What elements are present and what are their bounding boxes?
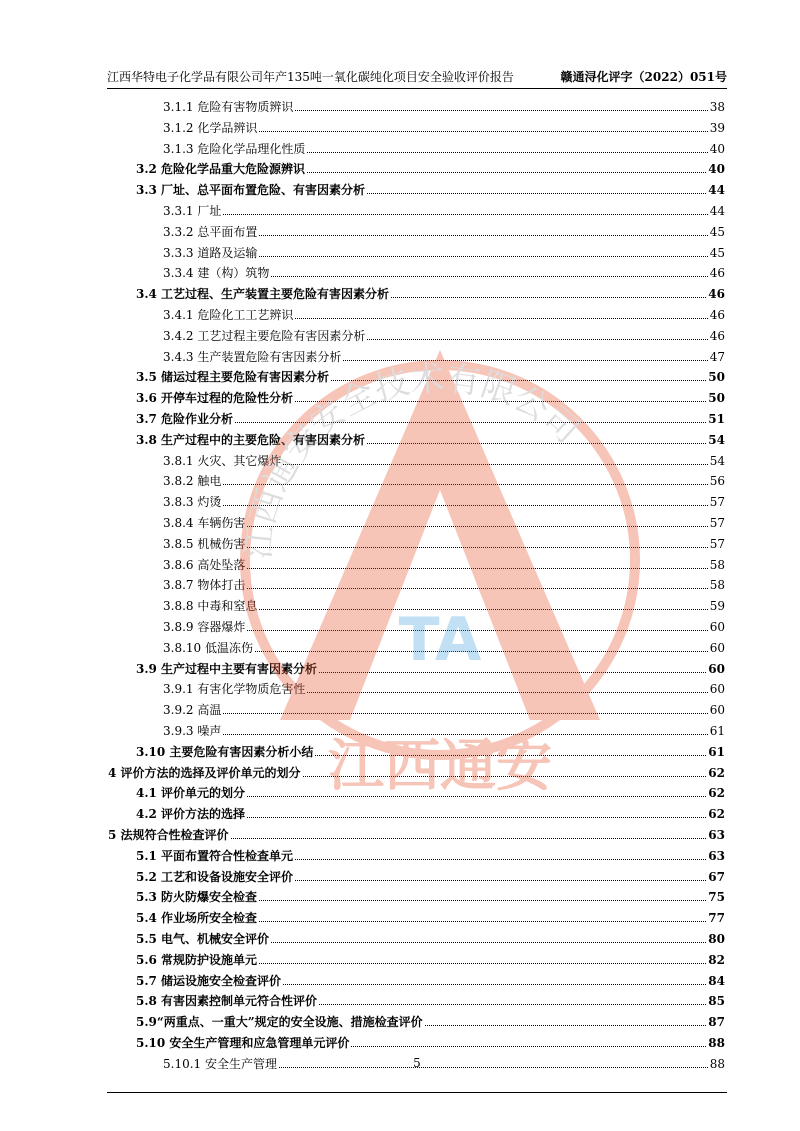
toc-entry-label: 4.2 评价方法的选择 bbox=[136, 807, 246, 822]
toc-entry[interactable] bbox=[163, 138, 725, 156]
toc-entry-label: 5 法规符合性检查评价 bbox=[108, 828, 229, 842]
toc-entry-label: 5.4 作业场所安全检查 bbox=[136, 911, 258, 926]
toc-entry-label: 5.2 工艺和设备设施安全评价 bbox=[136, 869, 294, 884]
toc-leader-dots bbox=[295, 859, 706, 860]
toc-entry[interactable] bbox=[163, 637, 725, 655]
toc-entry[interactable] bbox=[108, 762, 725, 780]
toc-entry-label: 3.8.6 高处坠落 bbox=[163, 557, 246, 572]
page-number: 5 bbox=[413, 1056, 421, 1070]
toc-leader-dots bbox=[259, 900, 706, 901]
toc-entry-page: 45 bbox=[709, 224, 725, 239]
toc-leader-dots bbox=[223, 713, 707, 714]
toc-entry[interactable] bbox=[136, 1011, 725, 1029]
toc-entry-label: 3.8.9 容器爆炸 bbox=[163, 620, 246, 634]
toc-entry-page: 88 bbox=[709, 1056, 725, 1071]
toc-entry-page: 60 bbox=[709, 620, 725, 634]
toc-entry-label: 3.9.3 噪声 bbox=[163, 724, 222, 738]
toc-entry-label: 3.1.2 化学品辨识 bbox=[163, 120, 258, 135]
toc-leader-dots bbox=[351, 1046, 706, 1047]
toc-entry[interactable] bbox=[163, 450, 725, 468]
toc-entry-page: 85 bbox=[708, 994, 725, 1009]
toc-entry[interactable] bbox=[136, 803, 725, 821]
toc-leader-dots bbox=[247, 588, 707, 589]
toc-entry-page: 88 bbox=[708, 1036, 725, 1050]
toc-entry[interactable] bbox=[163, 678, 725, 696]
toc-entry[interactable] bbox=[108, 824, 725, 842]
toc-entry-page: 63 bbox=[708, 848, 725, 863]
toc-entry[interactable] bbox=[136, 1032, 725, 1050]
toc-entry-page: 50 bbox=[708, 391, 725, 406]
toc-leader-dots bbox=[331, 380, 706, 381]
toc-entry-page: 61 bbox=[709, 724, 725, 738]
toc-entry-page: 59 bbox=[709, 599, 725, 614]
watermark-arc-text: 江西通安安全技术有限公司 bbox=[238, 358, 587, 561]
toc-entry[interactable] bbox=[163, 554, 725, 572]
toc-entry-page: 77 bbox=[708, 911, 725, 926]
toc-entry[interactable] bbox=[136, 970, 725, 988]
toc-entry-label: 3.1.1 危险有害物质辨识 bbox=[163, 100, 294, 114]
toc-entry-label: 3.5 储运过程主要危险有害因素分析 bbox=[136, 370, 330, 385]
toc-entry-label: 5.1 平面布置符合性检查单元 bbox=[136, 848, 294, 863]
toc-entry[interactable] bbox=[163, 117, 725, 135]
toc-entry-label: 3.3 厂址、总平面布置危险、有害因素分析 bbox=[136, 183, 366, 198]
toc-entry-page: 50 bbox=[708, 370, 725, 385]
toc-entry-page: 82 bbox=[708, 952, 725, 967]
toc-leader-dots bbox=[223, 214, 707, 215]
toc-entry[interactable] bbox=[136, 158, 725, 176]
toc-entry[interactable] bbox=[163, 470, 725, 488]
toc-entry[interactable] bbox=[163, 720, 725, 738]
toc-entry-page: 46 bbox=[709, 328, 725, 343]
toc-entry-label: 3.9.1 有害化学物质危害性 bbox=[163, 682, 306, 697]
watermark-text: 江西通安 bbox=[328, 734, 552, 799]
toc-entry-label: 3.3.2 总平面布置 bbox=[163, 224, 258, 239]
toc-entry-page: 56 bbox=[709, 474, 725, 489]
toc-entry-page: 75 bbox=[708, 890, 725, 905]
toc-entry-label: 3.9 生产过程中主要有害因素分析 bbox=[136, 661, 318, 676]
toc-entry[interactable] bbox=[163, 242, 725, 260]
toc-entry[interactable] bbox=[136, 387, 725, 405]
report-title: 江西华特电子化学品有限公司年产135吨一氧化碳纯化项目安全验收评价报告 bbox=[107, 70, 514, 84]
toc-entry-page: 62 bbox=[708, 786, 725, 801]
toc-leader-dots bbox=[259, 131, 707, 132]
toc-leader-dots bbox=[295, 318, 707, 319]
toc-entry[interactable] bbox=[136, 782, 725, 800]
toc-leader-dots bbox=[307, 152, 707, 153]
toc-entry-page: 67 bbox=[708, 869, 725, 884]
document-number: 赣通浔化评字（2022）051号 bbox=[560, 70, 727, 84]
toc-leader-dots bbox=[367, 443, 706, 444]
toc-entry-label: 4 评价方法的选择及评价单元的划分 bbox=[108, 765, 301, 780]
toc-entry[interactable] bbox=[136, 283, 725, 301]
toc-entry-page: 63 bbox=[708, 828, 725, 842]
toc-entry-page: 57 bbox=[709, 495, 725, 510]
toc-entry-label: 3.4.3 生产装置危险有害因素分析 bbox=[163, 349, 342, 364]
toc-entry[interactable] bbox=[136, 658, 725, 676]
toc-entry-label: 3.10 主要危险有害因素分析小结 bbox=[136, 744, 314, 759]
toc-entry-label: 3.8.5 机械伤害 bbox=[163, 536, 246, 551]
toc-entry-label: 3.8.10 低温冻伤 bbox=[163, 640, 253, 655]
toc-entry-label: 5.10.1 安全生产管理 bbox=[163, 1056, 277, 1071]
toc-entry[interactable] bbox=[163, 221, 725, 239]
toc-leader-dots bbox=[259, 921, 706, 922]
toc-entry-page: 46 bbox=[708, 287, 725, 302]
toc-entry[interactable] bbox=[136, 907, 725, 925]
toc-leader-dots bbox=[319, 672, 706, 673]
toc-entry[interactable] bbox=[163, 574, 725, 592]
toc-leader-dots bbox=[247, 526, 707, 527]
toc-entry-page: 60 bbox=[709, 703, 725, 718]
toc-entry-label: 4.1 评价单元的划分 bbox=[136, 786, 246, 801]
toc-entry[interactable] bbox=[163, 325, 725, 343]
toc-entry-page: 40 bbox=[709, 141, 725, 156]
toc-entry-page: 87 bbox=[708, 1015, 725, 1030]
toc-leader-dots bbox=[319, 1004, 706, 1005]
toc-entry[interactable] bbox=[163, 533, 725, 551]
toc-entry-page: 44 bbox=[708, 183, 725, 198]
toc-entry[interactable] bbox=[136, 408, 725, 426]
toc-entry-label: 3.4.2 工艺过程主要危险有害因素分析 bbox=[163, 328, 366, 343]
toc-entry-label: 3.8.2 触电 bbox=[163, 474, 222, 489]
toc-entry-label: 3.7 危险作业分析 bbox=[136, 412, 234, 426]
toc-leader-dots bbox=[283, 984, 706, 985]
toc-entry-label: 3.6 开停车过程的危险性分析 bbox=[136, 391, 294, 406]
toc-leader-dots bbox=[295, 880, 706, 881]
toc-entry-page: 57 bbox=[709, 536, 725, 551]
toc-entry-label: 3.3.1 厂址 bbox=[163, 204, 222, 218]
toc-entry-page: 54 bbox=[709, 453, 725, 468]
toc-entry-label: 3.8 生产过程中的主要危险、有害因素分析 bbox=[136, 432, 366, 447]
toc-entry-label: 3.8.3 灼烫 bbox=[163, 495, 222, 510]
toc-leader-dots bbox=[223, 484, 707, 485]
toc-leader-dots bbox=[247, 796, 706, 797]
toc-entry[interactable] bbox=[163, 699, 725, 717]
toc-entry-label: 3.4 工艺过程、生产装置主要危险有害因素分析 bbox=[136, 287, 390, 302]
toc-entry-page: 47 bbox=[709, 349, 725, 364]
toc-entry[interactable] bbox=[136, 886, 725, 904]
toc-entry[interactable] bbox=[136, 866, 725, 884]
toc-entry-label: 3.1.3 危险化学品理化性质 bbox=[163, 141, 306, 156]
toc-leader-dots bbox=[367, 339, 707, 340]
toc-entry-page: 40 bbox=[708, 162, 725, 177]
toc-entry-page: 60 bbox=[709, 682, 725, 697]
toc-entry-label: 3.9.2 高温 bbox=[163, 703, 222, 718]
toc-entry-page: 58 bbox=[709, 557, 725, 572]
page-footer bbox=[107, 1056, 727, 1093]
toc-entry[interactable] bbox=[163, 346, 725, 364]
toc-leader-dots bbox=[391, 297, 706, 298]
toc-entry-page: 46 bbox=[709, 308, 725, 322]
toc-entry[interactable] bbox=[136, 928, 725, 946]
toc-leader-dots bbox=[259, 256, 707, 257]
toc-entry[interactable] bbox=[163, 262, 725, 280]
toc-leader-dots bbox=[247, 568, 707, 569]
toc-entry-label: 5.10 安全生产管理和应急管理单元评价 bbox=[136, 1036, 350, 1050]
toc-entry-page: 61 bbox=[708, 744, 725, 759]
toc-entry[interactable] bbox=[136, 366, 725, 384]
toc-leader-dots bbox=[223, 505, 707, 506]
toc-entry-label: 3.8.4 车辆伤害 bbox=[163, 516, 246, 530]
toc-leader-dots bbox=[259, 235, 707, 236]
toc-entry-label: 3.2 危险化学品重大危险源辨识 bbox=[136, 162, 306, 177]
toc-entry[interactable] bbox=[136, 990, 725, 1008]
toc-entry-page: 62 bbox=[708, 765, 725, 780]
toc-entry-label: 3.3.3 道路及运输 bbox=[163, 245, 258, 260]
toc-entry-label: 5.8 有害因素控制单元符合性评价 bbox=[136, 994, 318, 1009]
toc-entry-page: 60 bbox=[709, 640, 725, 655]
toc-entry-label: 3.4.1 危险化工工艺辨识 bbox=[163, 308, 294, 322]
toc-entry-label: 5.9“两重点、一重大”规定的安全设施、措施检查评价 bbox=[136, 1015, 423, 1030]
toc-leader-dots bbox=[295, 110, 707, 111]
toc-entry[interactable] bbox=[163, 616, 725, 634]
page-header bbox=[107, 66, 727, 89]
toc-leader-dots bbox=[235, 422, 706, 423]
toc-entry-label: 5.6 常规防护设施单元 bbox=[136, 952, 258, 967]
toc-leader-dots bbox=[425, 1025, 707, 1026]
toc-leader-dots bbox=[283, 464, 707, 465]
toc-entry[interactable] bbox=[136, 741, 725, 759]
toc-entry-page: 60 bbox=[708, 661, 725, 676]
toc-entry-label: 3.8.7 物体打击 bbox=[163, 578, 246, 593]
toc-entry-page: 54 bbox=[708, 432, 725, 447]
toc-entry-label: 3.3.4 建（构）筑物 bbox=[163, 266, 270, 281]
toc-leader-dots bbox=[247, 817, 706, 818]
toc-entry-page: 45 bbox=[709, 245, 725, 260]
toc-leader-dots bbox=[259, 963, 706, 964]
toc-entry-page: 44 bbox=[709, 204, 725, 218]
toc-leader-dots bbox=[315, 755, 706, 756]
toc-entry[interactable] bbox=[163, 512, 725, 530]
toc-entry-label: 5.7 储运设施安全检查评价 bbox=[136, 973, 282, 988]
watermark-letters: TA bbox=[398, 605, 482, 675]
toc-leader-dots bbox=[303, 776, 707, 777]
toc-entry[interactable] bbox=[163, 491, 725, 509]
toc-entry-page: 84 bbox=[708, 973, 725, 988]
toc-leader-dots bbox=[307, 172, 706, 173]
toc-entry[interactable] bbox=[163, 304, 725, 322]
toc-entry[interactable] bbox=[163, 595, 725, 613]
toc-leader-dots bbox=[231, 838, 707, 839]
toc-entry-page: 80 bbox=[708, 932, 725, 946]
toc-entry-page: 57 bbox=[709, 516, 725, 530]
toc-entry-page: 46 bbox=[709, 266, 725, 281]
toc-leader-dots bbox=[271, 942, 706, 943]
toc-entry-page: 62 bbox=[708, 807, 725, 822]
toc-leader-dots bbox=[271, 276, 707, 277]
toc-entry-label: 3.8.8 中毒和窒息 bbox=[163, 599, 258, 614]
toc-leader-dots bbox=[247, 547, 707, 548]
toc-entry-label: 5.5 电气、机械安全评价 bbox=[136, 932, 270, 946]
toc-entry[interactable] bbox=[136, 429, 725, 447]
toc-leader-dots bbox=[343, 360, 707, 361]
toc-leader-dots bbox=[307, 692, 707, 693]
toc-entry[interactable] bbox=[136, 949, 725, 967]
toc-leader-dots bbox=[247, 630, 707, 631]
toc-entry[interactable] bbox=[163, 96, 725, 114]
toc-entry[interactable] bbox=[136, 179, 725, 197]
toc-leader-dots bbox=[367, 193, 706, 194]
toc-entry-page: 39 bbox=[709, 120, 725, 135]
toc-entry-page: 51 bbox=[708, 412, 725, 426]
toc-entry-label: 3.8.1 火灾、其它爆炸 bbox=[163, 453, 282, 468]
toc-entry-page: 38 bbox=[709, 100, 725, 114]
toc-entry-page: 58 bbox=[709, 578, 725, 593]
toc-leader-dots bbox=[223, 734, 707, 735]
toc-entry[interactable] bbox=[136, 845, 725, 863]
toc-entry[interactable] bbox=[163, 200, 725, 218]
toc-leader-dots bbox=[255, 651, 708, 652]
toc-entry-label: 5.3 防火防爆安全检查 bbox=[136, 890, 258, 905]
toc-leader-dots bbox=[259, 609, 707, 610]
toc-leader-dots bbox=[295, 401, 706, 402]
